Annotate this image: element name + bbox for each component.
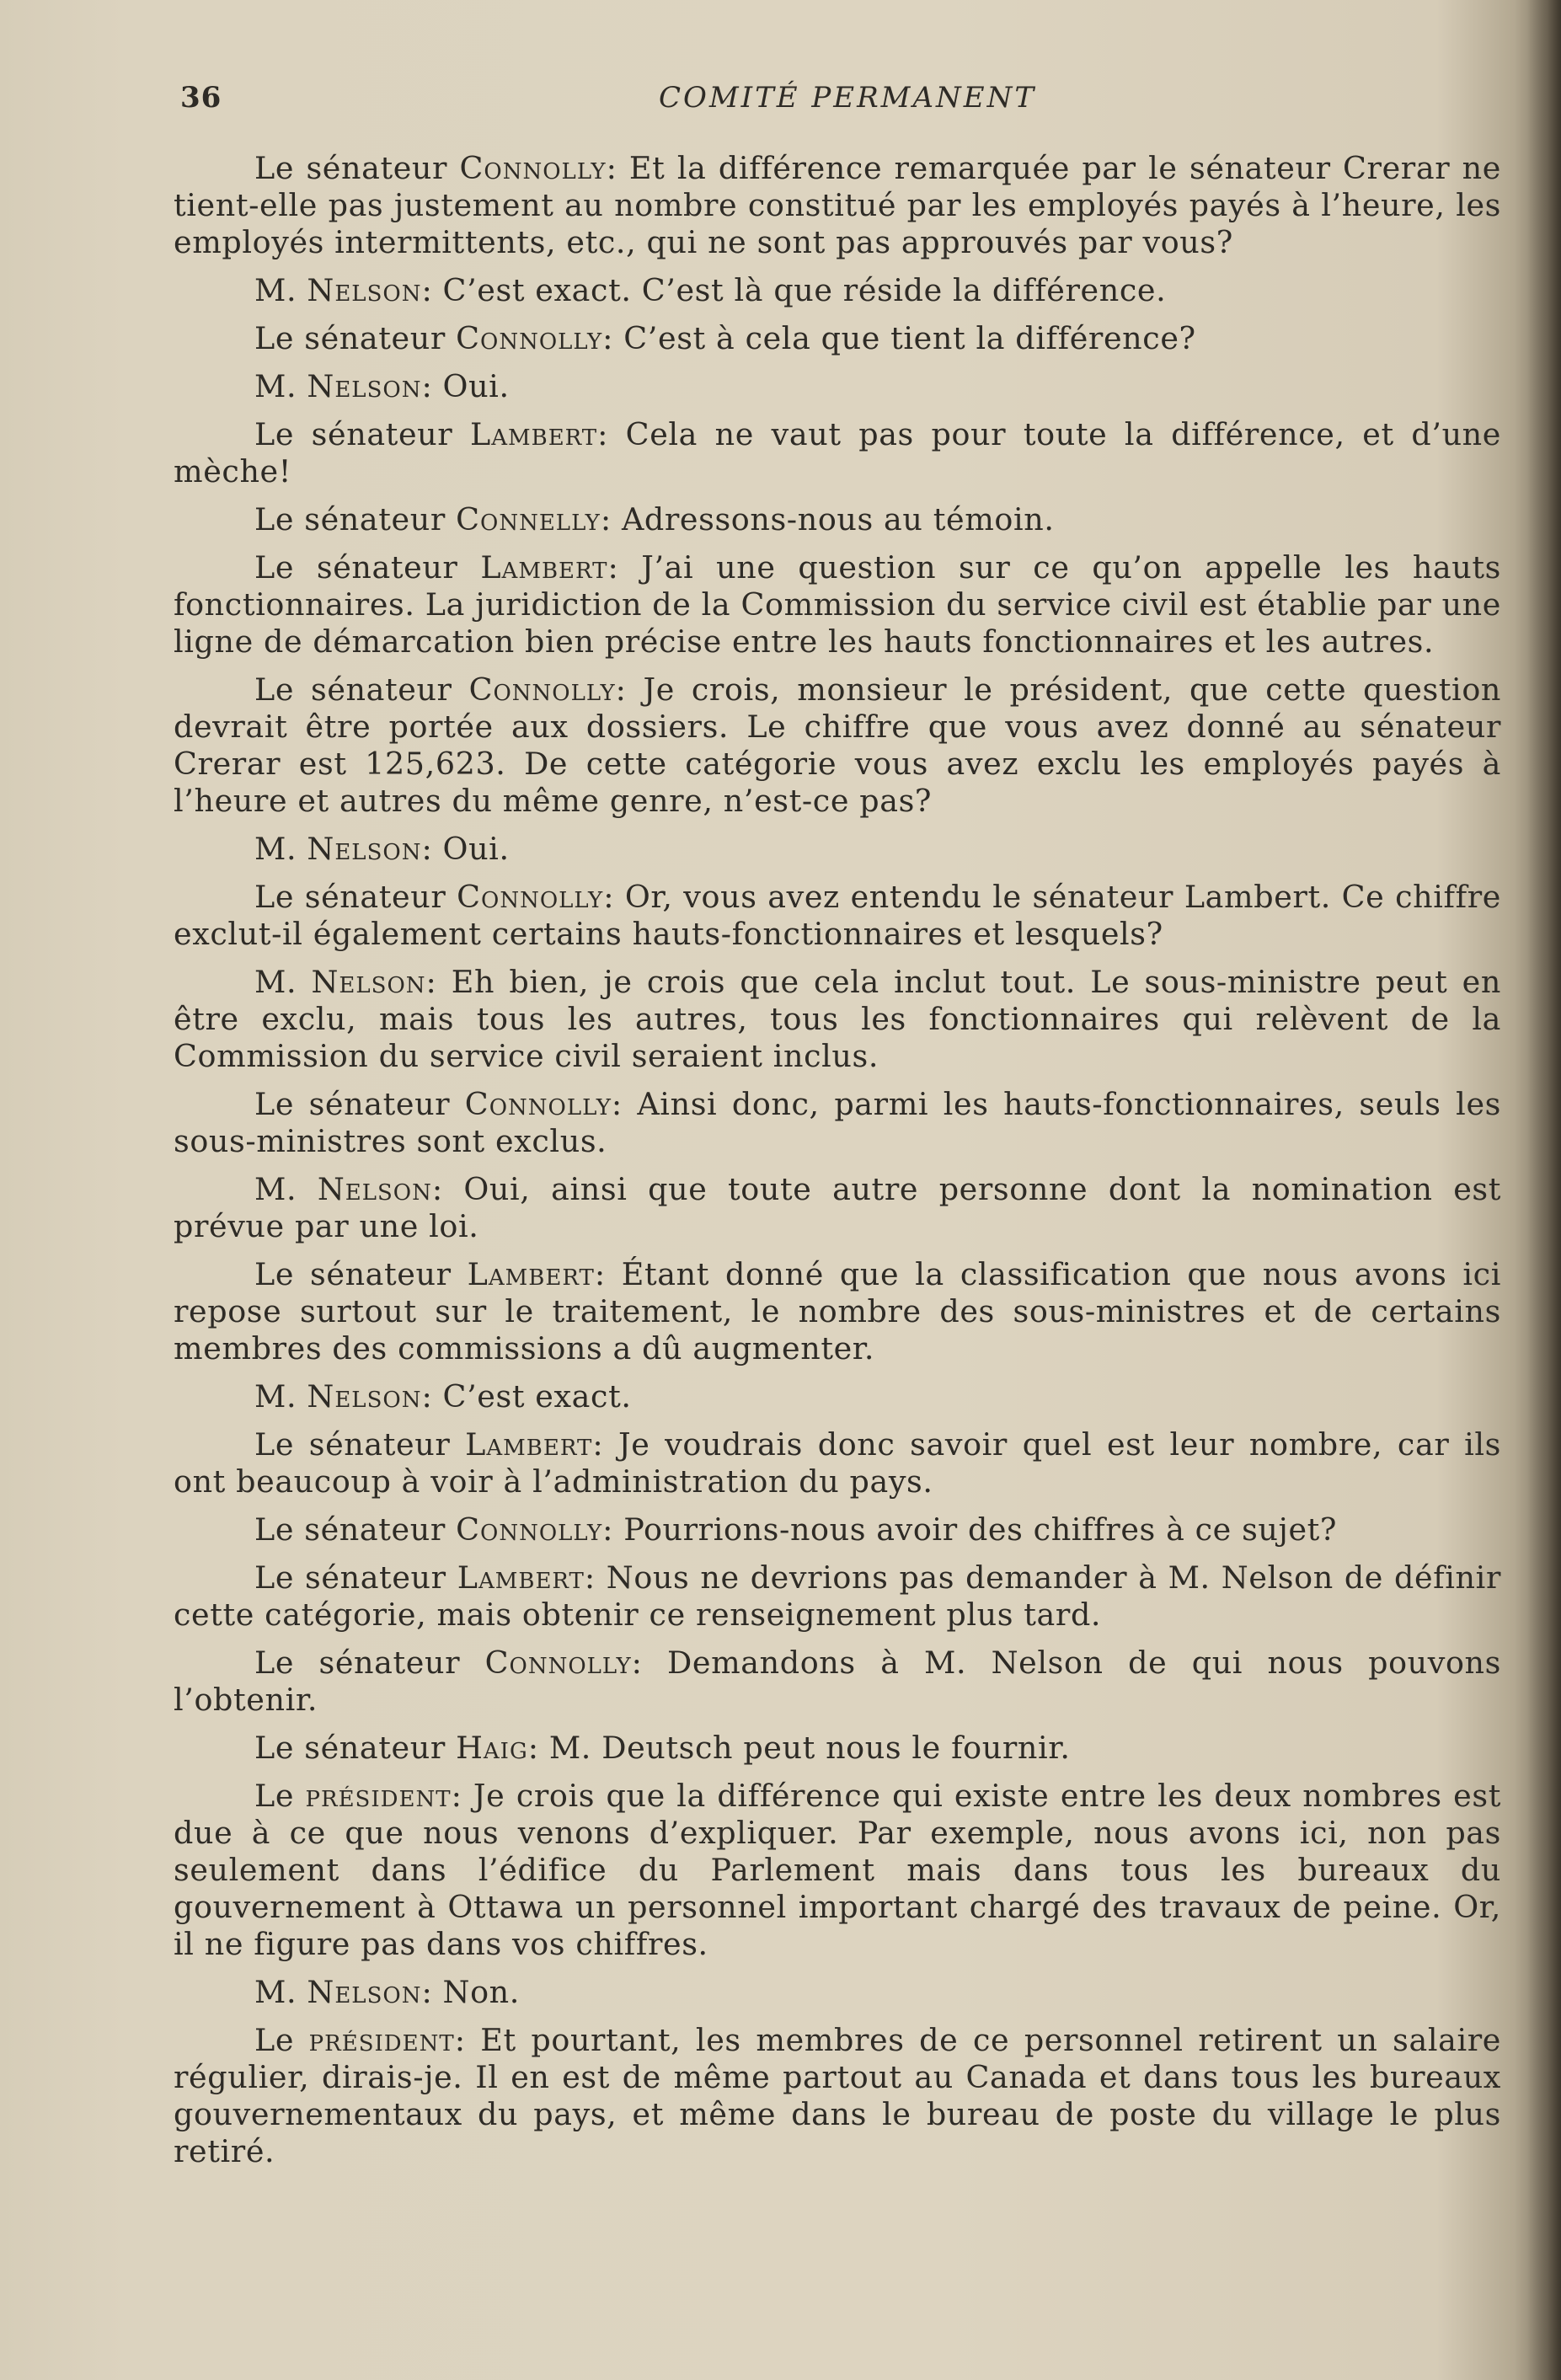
speech-paragraph bbox=[174, 1171, 1501, 1245]
speech-paragraph bbox=[174, 150, 1501, 261]
speaker-prefix: Le sénateur bbox=[254, 549, 481, 586]
speech-text: : Eh bien, je crois que cela inclut tout. Le sous-ministre peut en être exclu, mais tous les autres, tous les fonctionnaires qui relèvent de la Commission du service civil seraient inclus. bbox=[174, 964, 1501, 1074]
speaker-prefix: M. bbox=[254, 964, 312, 1000]
speech-paragraph bbox=[174, 1086, 1501, 1160]
speaker-name: Nelson bbox=[307, 1974, 422, 2010]
speaker-name: Nelson bbox=[307, 272, 422, 308]
speech-paragraph bbox=[174, 1974, 1501, 2011]
speaker-prefix: M. bbox=[254, 831, 307, 867]
speech-text: : C’est exact. C’est là que réside la différence. bbox=[421, 272, 1167, 308]
speech-text: : Pourrions-nous avoir des chiffres à ce sujet? bbox=[602, 1511, 1338, 1548]
speaker-name: Lambert bbox=[480, 549, 608, 586]
speaker-prefix: M. bbox=[254, 272, 307, 308]
speaker-name: Nelson bbox=[307, 1378, 422, 1415]
speech-paragraph bbox=[174, 671, 1501, 820]
speaker-name: Lambert bbox=[469, 416, 598, 452]
running-head bbox=[180, 81, 1515, 128]
speech-text: : C’est exact. bbox=[421, 1378, 632, 1415]
speech-text: : Demandons à M. Nelson de qui nous pouvons l’obtenir. bbox=[174, 1645, 1501, 1718]
speech-text: : J’ai une question sur ce qu’on appelle les hauts fonctionnaires. La juridiction de la Commission du service civil est établie par une ligne de démarcation bien précise entre les hauts fonctionnaires et les autres. bbox=[174, 549, 1501, 660]
page-edge-shadow bbox=[1527, 0, 1561, 2380]
speaker-name: Connolly bbox=[459, 150, 607, 186]
speech-text: : Or, vous avez entendu le sénateur Lambert. Ce chiffre exclut-il également certains hauts-fonctionnaires et lesquels? bbox=[174, 879, 1501, 952]
speaker-name: Haig bbox=[456, 1730, 528, 1766]
speech-text: : Je crois, monsieur le président, que cette question devrait être portée aux dossiers. Le chiffre que vous avez donné au sénateur Crerar est 125,623. De cette catégorie vous avez exclu les employés payés à l’heure et autres du même genre, n’est-ce pas? bbox=[174, 671, 1501, 819]
speech-text: : Cela ne vaut pas pour toute la différence, et d’une mèche! bbox=[174, 416, 1501, 489]
speech-paragraph bbox=[174, 1559, 1501, 1634]
speaker-name: Connolly bbox=[457, 879, 604, 915]
speech-paragraph bbox=[174, 2022, 1501, 2170]
speaker-prefix: Le sénateur bbox=[254, 1730, 457, 1766]
speaker-prefix: M. bbox=[254, 1974, 307, 2010]
speech-paragraph bbox=[174, 272, 1501, 309]
speaker-prefix: Le sénateur bbox=[254, 879, 457, 915]
speaker-prefix: Le sénateur bbox=[254, 416, 470, 452]
speech-text: : Et la différence remarquée par le sénateur Crerar ne tient-elle pas justement au nombre constitué par les employés payés à l’heure, les employés intermittents, etc., qui ne sont pas approuvés par vous? bbox=[174, 150, 1501, 260]
speech-text: : Étant donné que la classification que nous avons ici repose surtout sur le traitement, le nombre des sous-ministres et de certains membres des commissions a dû augmenter. bbox=[174, 1256, 1501, 1366]
speaker-name: président bbox=[305, 1778, 452, 1814]
speech-paragraph bbox=[174, 1645, 1501, 1719]
speaker-name: Lambert bbox=[457, 1559, 585, 1596]
speech-paragraph bbox=[174, 416, 1501, 490]
speaker-prefix: Le sénateur bbox=[254, 150, 460, 186]
speaker-prefix: Le sénateur bbox=[254, 320, 457, 356]
transcript-body bbox=[174, 150, 1501, 2181]
speaker-name: Connolly bbox=[484, 1645, 632, 1681]
speech-text: : Nous ne devrions pas demander à M. Nelson de définir cette catégorie, mais obtenir ce renseignement plus tard. bbox=[174, 1559, 1501, 1633]
speaker-name: Lambert bbox=[465, 1426, 593, 1463]
speaker-name: Nelson bbox=[317, 1171, 432, 1207]
speaker-name: président bbox=[308, 2022, 455, 2058]
speech-paragraph bbox=[174, 1378, 1501, 1415]
speech-text: : Non. bbox=[421, 1974, 520, 2010]
speech-paragraph bbox=[174, 964, 1501, 1075]
speaker-prefix: Le sénateur bbox=[254, 1426, 466, 1463]
speaker-name: Connelly bbox=[456, 501, 601, 538]
speech-text: : Oui. bbox=[421, 831, 510, 867]
speech-text: : Ainsi donc, parmi les hauts-fonctionnaires, seuls les sous-ministres sont exclus. bbox=[174, 1086, 1501, 1159]
speech-text: : Je voudrais donc savoir quel est leur nombre, car ils ont beaucoup à voir à l’administration du pays. bbox=[174, 1426, 1501, 1500]
speaker-name: Connolly bbox=[456, 320, 603, 356]
speaker-name: Nelson bbox=[307, 831, 422, 867]
speaker-prefix: Le bbox=[254, 1778, 306, 1814]
speech-text: : Adressons-nous au témoin. bbox=[600, 501, 1055, 538]
speaker-name: Nelson bbox=[307, 368, 422, 404]
page-number: 36 bbox=[180, 81, 222, 115]
speaker-name: Connolly bbox=[468, 671, 616, 708]
speaker-prefix: Le bbox=[254, 2022, 309, 2058]
speech-paragraph bbox=[174, 831, 1501, 868]
speech-text: : Oui, ainsi que toute autre personne dont la nomination est prévue par une loi. bbox=[174, 1171, 1501, 1244]
speech-paragraph bbox=[174, 1256, 1501, 1367]
speech-paragraph bbox=[174, 501, 1501, 538]
speaker-prefix: Le sénateur bbox=[254, 1256, 468, 1292]
speaker-prefix: Le sénateur bbox=[254, 1511, 457, 1548]
speech-text: : Je crois que la différence qui existe entre les deux nombres est due à ce que nous venons d’expliquer. Par exemple, nous avons ici, non pas seulement dans l’édifice du Parlement mais dans tous les bureaux du gouvernement à Ottawa un personnel important chargé des travaux de peine. Or, il ne figure pas dans vos chiffres. bbox=[174, 1778, 1501, 1962]
speech-paragraph bbox=[174, 368, 1501, 405]
speech-text: : Oui. bbox=[421, 368, 510, 404]
speaker-prefix: Le sénateur bbox=[254, 1559, 457, 1596]
speech-paragraph bbox=[174, 1511, 1501, 1548]
speaker-name: Nelson bbox=[311, 964, 426, 1000]
speaker-prefix: M. bbox=[254, 1171, 318, 1207]
speech-text: : C’est à cela que tient la différence? bbox=[602, 320, 1196, 356]
speech-paragraph bbox=[174, 1778, 1501, 1963]
speech-paragraph bbox=[174, 549, 1501, 661]
speech-paragraph bbox=[174, 1730, 1501, 1767]
speaker-prefix: M. bbox=[254, 368, 307, 404]
running-title: COMITÉ PERMANENT bbox=[658, 81, 1037, 115]
speech-paragraph bbox=[174, 1426, 1501, 1500]
speaker-name: Lambert bbox=[467, 1256, 595, 1292]
speaker-prefix: M. bbox=[254, 1378, 307, 1415]
speaker-prefix: Le sénateur bbox=[254, 1645, 485, 1681]
speaker-prefix: Le sénateur bbox=[254, 501, 457, 538]
speaker-name: Connolly bbox=[456, 1511, 603, 1548]
speaker-name: Connolly bbox=[464, 1086, 612, 1122]
speaker-prefix: Le sénateur bbox=[254, 1086, 465, 1122]
speech-paragraph bbox=[174, 879, 1501, 953]
speech-text: : M. Deutsch peut nous le fournir. bbox=[527, 1730, 1071, 1766]
speech-paragraph bbox=[174, 320, 1501, 357]
speech-text: : Et pourtant, les membres de ce personnel retirent un salaire régulier, dirais-je. Il en est de même partout au Canada et dans tous les bureaux gouvernementaux du pays, et même dans le bureau de poste du village le plus retiré. bbox=[174, 2022, 1501, 2169]
speaker-prefix: Le sénateur bbox=[254, 671, 469, 708]
